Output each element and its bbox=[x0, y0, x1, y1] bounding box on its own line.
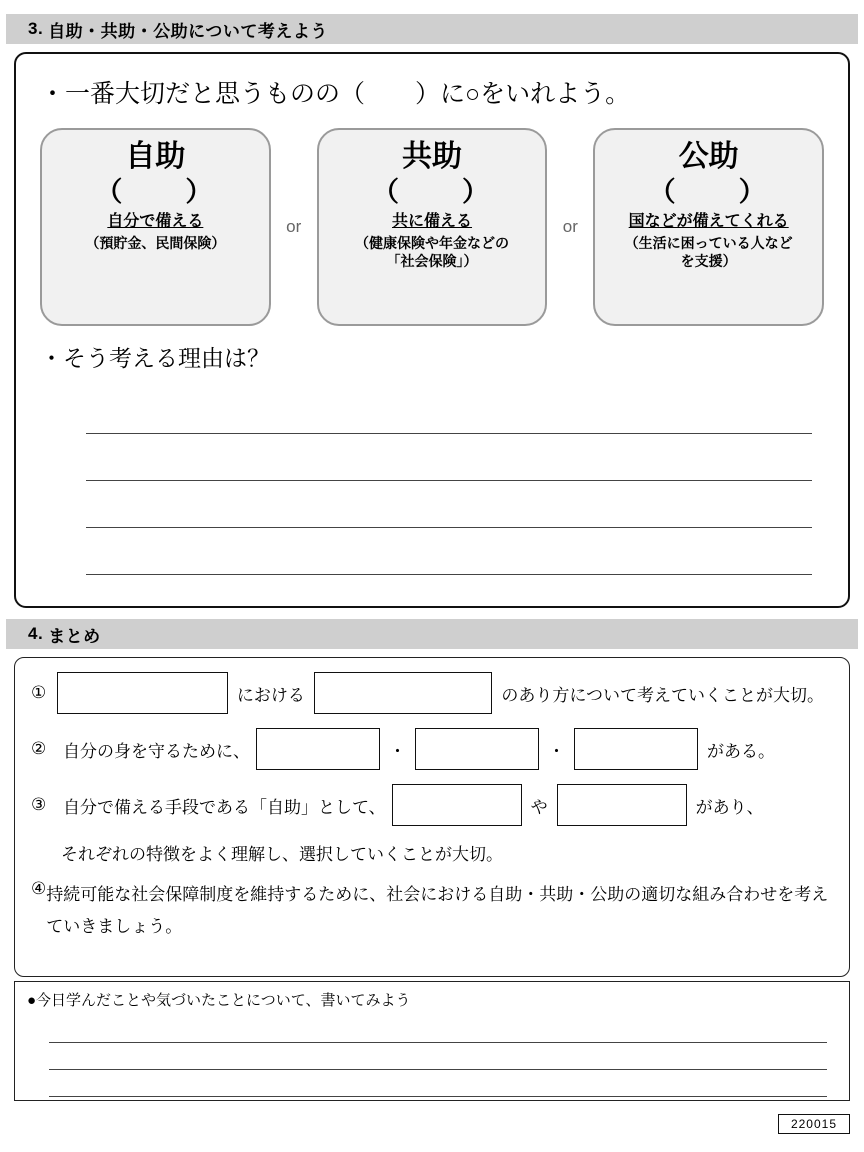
summary-item-3-marker: ③ bbox=[31, 795, 47, 814]
summary-item-1 bbox=[31, 672, 833, 714]
section-4-header bbox=[6, 619, 858, 649]
support-card-jijo-desc: 自分で備える bbox=[107, 212, 204, 230]
support-card-kojo-kanji: 公助 bbox=[678, 140, 739, 173]
summary-item-3 bbox=[31, 784, 833, 826]
summary-item-4-marker: ④ bbox=[31, 879, 47, 898]
section-3-header bbox=[6, 14, 858, 44]
summary-item-3-conjunction: や bbox=[530, 797, 548, 817]
summary-item-3-blank-1[interactable] bbox=[392, 784, 522, 826]
section-4-title: まとめ bbox=[48, 626, 101, 646]
support-card-jijo-note: （預貯金、民間保険） bbox=[85, 234, 226, 251]
summary-item-2-blank-3[interactable] bbox=[574, 728, 698, 770]
section-4 bbox=[0, 619, 864, 977]
support-card-kojo-note: （生活に困っている人など を支援） bbox=[624, 234, 793, 270]
support-card-kyojo-kanji: 共助 bbox=[402, 140, 462, 173]
writing-line[interactable] bbox=[86, 481, 812, 528]
summary-item-1-text-2: のあり方について考えていくことが大切。 bbox=[501, 685, 824, 705]
support-card-jijo[interactable] bbox=[40, 128, 271, 326]
summary-item-1-blank-2[interactable] bbox=[314, 672, 493, 714]
writing-line[interactable] bbox=[49, 1043, 827, 1070]
writing-line[interactable] bbox=[86, 434, 812, 481]
writing-line[interactable] bbox=[49, 1070, 827, 1097]
summary-item-1-text-1: における bbox=[236, 685, 305, 705]
summary-item-2-separator-2: ・ bbox=[548, 741, 565, 761]
document-code: 220015 bbox=[778, 1114, 850, 1134]
section-4-body bbox=[14, 657, 850, 977]
support-type-card-group bbox=[34, 128, 830, 326]
summary-item-4 bbox=[31, 879, 833, 944]
summary-item-1-blank-1[interactable] bbox=[57, 672, 228, 714]
summary-item-2 bbox=[31, 728, 833, 770]
section-3-reason-prompt: ・そう考える理由は？ bbox=[40, 345, 270, 371]
support-card-jijo-kanji: 自助 bbox=[125, 140, 186, 173]
support-card-kyojo-desc: 共に備える bbox=[392, 212, 473, 230]
section-3 bbox=[0, 14, 864, 608]
writing-line[interactable] bbox=[49, 1016, 827, 1043]
reflection-prompt: ●今日学んだことや気づいたことについて、書いてみよう bbox=[27, 992, 411, 1009]
support-card-kyojo-answer-paren[interactable]: （ ） bbox=[372, 176, 492, 207]
summary-item-1-marker: ① bbox=[31, 683, 47, 702]
summary-item-2-separator-1: ・ bbox=[389, 741, 406, 761]
reflection-box bbox=[14, 981, 850, 1101]
support-card-kyojo-note: （健康保険や年金などの 「社会保険」） bbox=[355, 234, 509, 270]
or-separator-1: or bbox=[286, 217, 302, 236]
summary-item-2-marker: ② bbox=[31, 739, 47, 758]
summary-item-2-text-1: 自分の身を守るために、 bbox=[63, 741, 250, 761]
section-4-number: 4. bbox=[28, 624, 44, 643]
section-3-title: 自助・共助・公助について考えよう bbox=[48, 21, 328, 41]
summary-item-2-text-2: がある。 bbox=[707, 741, 775, 761]
summary-item-3-line-2: それぞれの特徴をよく理解し、選択していくことが大切。 bbox=[61, 845, 503, 864]
support-card-jijo-answer-paren[interactable]: （ ） bbox=[95, 176, 216, 207]
section-3-number: 3. bbox=[28, 19, 44, 38]
summary-item-4-text: 持続可能な社会保障制度を維持するために、社会における自助・共助・公助の適切な組み合わせを考えていきましょう。 bbox=[46, 885, 829, 937]
reason-writing-area[interactable] bbox=[34, 387, 830, 575]
writing-line[interactable] bbox=[86, 387, 812, 434]
support-card-kojo-desc: 国などが備えてくれる bbox=[628, 212, 789, 230]
summary-item-3-text-1: 自分で備える手段である「自助」として、 bbox=[63, 797, 386, 817]
section-3-body bbox=[14, 52, 850, 608]
support-card-kyojo[interactable] bbox=[317, 128, 548, 326]
section-3-question: ・一番大切だと思うものの（ ）に○をいれよう。 bbox=[40, 80, 631, 108]
summary-item-2-blank-2[interactable] bbox=[415, 728, 539, 770]
support-card-kojo-answer-paren[interactable]: （ ） bbox=[648, 176, 769, 207]
or-separator-2: or bbox=[562, 217, 578, 236]
summary-item-3-text-2: があり、 bbox=[695, 797, 764, 817]
writing-line[interactable] bbox=[86, 528, 812, 575]
summary-item-3-blank-2[interactable] bbox=[557, 784, 687, 826]
support-card-kojo[interactable] bbox=[593, 128, 824, 326]
summary-item-2-blank-1[interactable] bbox=[256, 728, 380, 770]
reflection-writing-area[interactable] bbox=[27, 1016, 835, 1097]
